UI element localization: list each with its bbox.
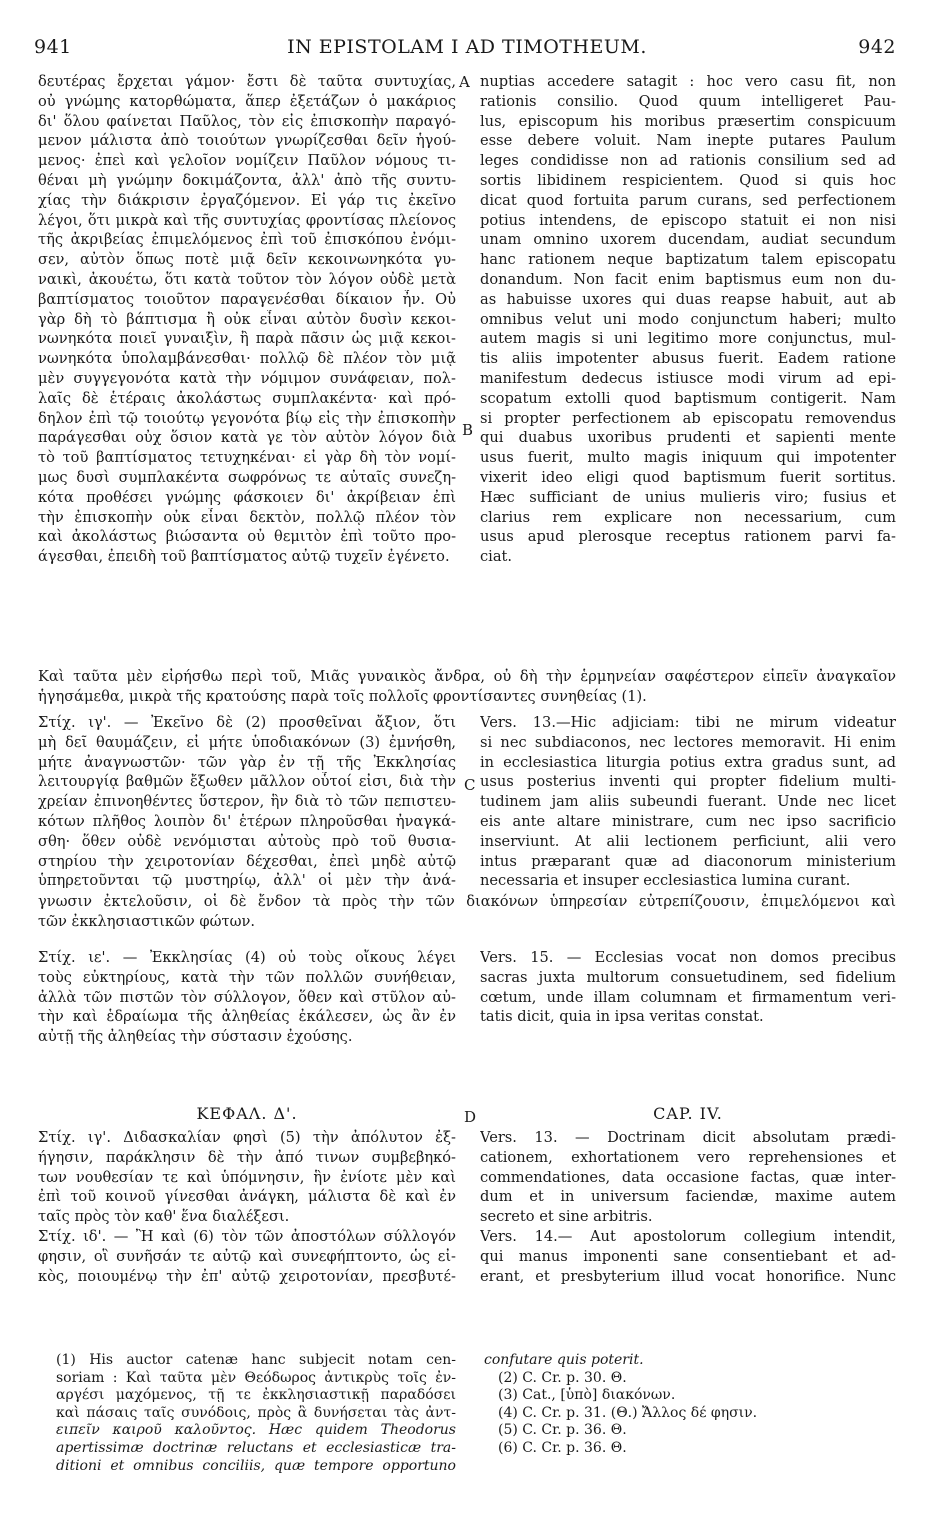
latin-line: Vers. 13. — Doctrinam dicit absolutam prædi- [480,1129,896,1146]
footnote-line: (4) C. Cr. p. 31. (Θ.) Ἄλλος δέ φησιν. [498,1404,758,1421]
greek-line: καὶ ἀκολάστως βιώσαντα οὐ θεμιτὸν ἐπὶ τοῦτο προ- [38,528,456,546]
latin-line: potius intendens, de episcopo statuit ei non nisi [480,211,896,229]
greek-column-block-3 [38,948,456,1047]
footnote-line: αργέσι μαχόμενος, τῇ τε ἐκκλησιαστικῇ παραδόσει [56,1387,456,1404]
greek-line: λαῖς δὲ ἑτέραις ἀκολάστως συμπλακέντα· καὶ πρό- [38,389,456,407]
latin-column-block-2 [480,713,896,891]
latin-line: commendationes, data occasione factas, quæ inter- [480,1168,896,1186]
latin-line: qui manus imponenti sane consentiebant et ad- [480,1247,896,1265]
greek-line: φησιν, οἳ συνῆσάν τε αὐτῷ καὶ συνεφήπτοντο, ὡς εἰ- [38,1247,456,1265]
marker-d: D [464,1108,477,1126]
greek-line: δευτέρας ἔρχεται γάμον· ἔστι δὲ ταῦτα συντυχίας, [38,73,456,90]
latin-line: inserviunt. At alii lectionem perficiunt, alii vero [480,832,896,850]
latin-line: Vers. 13.—Hic adjiciam: tibi ne mirum videatur [480,714,896,731]
footnote-right [484,1352,884,1458]
greek-line: μὲν συγγεγονότα κατὰ τὴν νόμιμον συνάφειαν, πολ- [38,369,456,387]
footnote-line: ειπεῖν καιροῦ καλοῦντος. Hæc quidem Theodorus [56,1422,456,1439]
greek-line: Στίχ. ιε'. — Ἐκκλησίας (4) οὐ τοὺς οἴκους λέγει [38,949,456,966]
greek-line: ἐπὶ τοῦ κοινοῦ γίνεσθαι ἀνάγκη, μάλιστα δὲ καὶ ἐν [38,1188,456,1206]
latin-line: unam omnino uxorem ducendam, audiat secundum [480,231,896,249]
full-width-paragraph-1 [38,667,896,707]
greek-line: αὐτῇ τῆς ἀληθείας τὴν σύστασιν ἐχούσης. [38,1028,353,1046]
latin-line: nuptias accedere satagit : hoc vero casu fit, non [480,73,896,90]
footnote-line: ditioni et omnibus conciliis, quæ tempore opportuno [56,1457,456,1474]
latin-line: intus præparant quæ ad diaconorum ministerium [480,852,896,870]
footnote-line: (6) C. Cr. p. 36. Θ. [498,1439,627,1456]
greek-line: παράγεσθαι οὐχ ὅσιον κατὰ γε τὸν αὐτὸν λόγον διὰ [38,429,456,447]
greek-line: βαπτίσματος τοιοῦτον παραγενέσθαι δίκαιον ἦν. Οὐ [38,290,456,308]
latin-column-block-4 [480,1128,896,1286]
latin-line: rationis consilio. Quod quum intelligeret Pau- [480,92,896,110]
greek-line: μὴ δεῖ θαυμάζειν, εἰ μήτε ὑποδιακόνων (3) ἐμνήσθη, [38,733,456,751]
latin-line: lus, episcopum his moribus præsertim conspicuum [480,112,896,130]
latin-line: omnibus velut uni modo conjunctum haberi; multo [480,310,896,328]
latin-line: sortis libidinem respicientem. Quod si quis hoc [480,171,896,189]
latin-line: vixerit ideo eligi quod baptismum fuerit sortitus. [480,468,896,486]
greek-line: τὴν ἐπισκοπὴν οὐκ εἶναι δεκτὸν, πολλῷ πλέον τὸν [38,508,456,526]
latin-chapter-heading: CAP. IV. [653,1104,723,1123]
greek-line: άγεσθαι, ἐπειδὴ τοῦ βαπτίσματος αὐτῷ τυχεῖν ἐγένετο. [38,548,450,566]
greek-line: μήτε ἀναγνωστῶν· τῶν γὰρ ἐν τῇ τῆς Ἐκκλησίας [38,753,456,771]
page-number-right: 942 [858,36,896,58]
latin-line: Vers. 14.— Aut apostolorum collegium intendit, [480,1227,896,1245]
latin-line: eis ante altare ministrare, cum nec ipso sacrificio [480,812,896,830]
full-line: τῶν ἐκκλησιαστικῶν φώτων. [38,912,255,930]
greek-line: κὸς, ποιουμένῳ τὴν ἐπ' αὐτῷ χειροτονίαν, πρεσβυτέ- [38,1267,456,1285]
full-width-paragraph-2 [38,892,896,932]
greek-line: τοὺς εὐκτηρίους, κατὰ τὴν τῶν πολλῶν συνήθειαν, [38,968,456,986]
latin-line: tatis dicit, quia in ipsa veritas constat. [480,1008,764,1026]
greek-line: τῆς ἀκριβείας ἐπιμελόμενος ἐπὶ τοῦ ἐπισκόπου ἐνόμι- [38,231,456,249]
footnote-line: (1) His auctor catenæ hanc subjecit notam cen- [56,1352,456,1368]
greek-line: λέγοι, ὅτι μικρὰ καὶ τῆς συντυχίας φροντίσας πλείονος [38,211,456,229]
greek-line: ὑπηρετοῦνται τῷ μυστηρίῳ, ἀλλ' οἱ μὲν τὴν ἀνά- [38,872,456,890]
latin-line: usus posterius inventi qui propter fidelium multi- [480,773,896,791]
full-line: γνωσιν ἐκτελοῦσιν, οἱ δὲ ἔνδον τὰ πρὸς τὴν τῶν διακόνων ὑπηρεσίαν εὐτρεπίζουσιν, ἐπιμελόμενοι καὶ [38,893,896,910]
greek-line: γὰρ δὴ τὸ βάπτισμα ἢ οὐκ εἶναι αὐτὸν δυσὶν κεκοι- [38,310,456,328]
greek-line: ναικὶ, ἀκουέτω, ὅτι κατὰ τοῦτον τὸν λόγον οὐδὲ μετὰ [38,270,456,288]
footnote-line: (5) C. Cr. p. 36. Θ. [498,1422,627,1439]
latin-line: clarius rem explicare non necessarium, cum [480,508,896,526]
footnote-line: (2) C. Cr. p. 30. Θ. [498,1369,627,1386]
greek-line: νωνηκότα ὑπολαμβάνεσθαι· πολλῷ δὲ πλέον τὸν μιᾷ [38,350,456,368]
footnote-line: soriam : Καὶ ταῦτα μὲν Θεόδωρος ἀντικρὺς τοῖς ἐν- [56,1369,456,1386]
greek-column-block-1 [38,72,456,567]
greek-line: θέναι μὴ γνώμην δοκιμάζοντα, ἀλλ' ἀπὸ τῆς συντυ- [38,171,456,189]
greek-line: δι' ὅλου φαίνεται Παῦλος, τὸν εἰς ἐπισκοπὴν παραγό- [38,112,456,130]
greek-line: μως δυσὶ συμπλακέντα σωφρόνως τε αὐταῖς συνεζη- [38,468,456,486]
greek-line: χίας τὴν διάκρισιν ἐργαζόμενον. Εἰ γάρ τις ἐκεῖνο [38,191,456,209]
latin-line: esse debere voluit. Nam inepte putares Paulum [480,132,896,150]
full-line: Καὶ ταῦτα μὲν εἰρήσθω περὶ τοῦ, Μιᾶς γυναικὸς ἄνδρα, οὐ δὴ τὴν ἑρμηνείαν σαφέστερον εἰπεῖν ἀναγκαῖον [38,668,896,685]
greek-line: οὐ γνώμης κατορθώματα, ἅπερ ἐξετάζων ὁ μακάριος [38,92,456,110]
footnote-line: καὶ πάσαις ταῖς συνόδοις, πρὸς ἃ δυνήσεται τὰς ἀντ- [56,1404,456,1421]
greek-line: τὸ τοῦ βαπτίσματος τετυχηκέναι· εἰ γὰρ δὴ τὸν νομί- [38,449,456,467]
marker-a: A [459,73,470,91]
latin-line: qui duabus uxoribus prudenti et sapienti mente [480,429,896,447]
latin-line: hanc rationem neque baptizatum talem episcopatu [480,251,896,269]
greek-line: στηρίου τὴν χειροτονίαν δέχεσθαι, ἐπεὶ μηδὲ αὐτῷ [38,852,456,870]
latin-column-block-1 [480,72,896,567]
latin-line: si nec subdiaconos, nec lectores memoravit. Hi enim [480,733,896,751]
greek-line: σθη· ὅθεν οὐδὲ νενόμισται αὐτοὺς πρὸ τοῦ θυσια- [38,832,456,850]
latin-line: Hæc sufficiant de unius mulieris viro; fusius et [480,488,896,506]
footnote-left [56,1352,456,1475]
full-line: ἡγησάμεθα, μικρὰ τῆς κρατούσης παρὰ τοῖς πολλοῖς φροντίσαντες συνηθείας (1). [38,687,647,705]
latin-line: manifestum dedecus istiusce modi virum ad epi- [480,369,896,387]
greek-column-block-4 [38,1128,456,1286]
greek-line: τὴν καὶ ἑδραίωμα τῆς ἀληθείας ἐκάλεσεν, ὡς ἂν ἐν [38,1008,456,1026]
latin-line: dicat quod fortuita parum curans, sed perfectionem [480,191,896,209]
latin-line: secreto et sine arbitris. [480,1208,653,1226]
latin-line: sacras juxta multorum consuetudinem, sed fidelium [480,968,896,986]
latin-line: si propter perfectionem ab episcopatu removendus [480,409,896,427]
latin-column-block-3 [480,948,896,1027]
greek-line: κότα προθέσει γνώμης φάσκοιεν δι' ἀκρίβειαν ἐπὶ [38,488,456,506]
footnote-line: confutare quis poterit. [484,1352,644,1368]
greek-line: Στίχ. ιδ'. — Ἢ καὶ (6) τὸν τῶν ἀποστόλων σύλλογόν [38,1227,456,1245]
latin-line: usus apud plerosque receptus rationem parvi fa- [480,528,896,546]
marker-c: C [464,776,476,794]
latin-line: scopatum extolli quod baptismum contigerit. Nam [480,389,896,407]
latin-line: dum et in universum faciendæ, maxime autem [480,1188,896,1206]
greek-line: ἀλλὰ τῶν πιστῶν τὸν σύλλογον, ὅθεν καὶ στῦλον αὐ- [38,988,456,1006]
latin-line: necessaria et insuper ecclesiastica lumina curant. [480,872,851,890]
latin-line: cationem, exhortationem vero reprehensiones et [480,1148,896,1166]
latin-line: erant, et presbyterium illud vocat honorifice. Nunc [480,1267,896,1285]
footnote-line: (3) Cat., [ὑπὸ] διακόνων. [498,1387,676,1404]
page-number-left: 941 [34,36,72,58]
latin-line: autem magis si uni legitimo more conjunctus, mul- [480,330,896,348]
greek-line: Στίχ. ιγ'. — Ἐκεῖνο δὲ (2) προσθεῖναι ἄξιον, ὅτι [38,714,456,731]
latin-line: leges condidisse non ad rationis consilium sed ad [480,152,896,170]
running-title: IN EPISTOLAM I AD TIMOTHEUM. [287,36,647,58]
greek-line: μενος· ἐπεὶ καὶ γελοῖον νομίζειν Παῦλον νόμους τι- [38,152,456,170]
latin-line: in ecclesiastica liturgia potius extra gradus sunt, ad [480,753,896,771]
greek-line: λειτουργίᾳ βαθμῶν ἔξωθεν μᾶλλον οὗτοί εἰσι, διὰ τὴν [38,773,456,791]
greek-line: χρείαν ἐπινοηθέντες ὕστερον, ἣν διὰ τὸ τῶν πεπιστευ- [38,793,456,811]
marker-b: B [462,421,474,439]
greek-line: των νουθεσίαν τε καὶ ὑπόμνησιν, ἣν ἐνίοτε μὲν καὶ [38,1168,456,1186]
latin-line: ciat. [480,548,513,566]
greek-line: ταῖς πρὸς τὸν καθ' ἕνα διαλέξεσι. [38,1208,290,1226]
latin-line: tudinem jam aliis subeundi fuerant. Unde nec licet [480,793,896,811]
greek-column-block-2 [38,713,456,891]
greek-line: κότων πλῆθος λοιπὸν δι' ἑτέρων πληροῦσθαι ἠναγκά- [38,812,456,830]
latin-line: usus fuerit, multo magis iniquum qui impotenter [480,449,896,467]
greek-chapter-heading: ΚΕΦΑΛ. Δ'. [196,1104,298,1123]
greek-line: ήγησιν, παράκλησιν δὲ τὴν ἀπό τινων συμβεβηκό- [38,1148,456,1166]
latin-line: cœtum, unde illam columnam et firmamentum veri- [480,988,896,1006]
latin-line: as habuisse uxores qui duas reapse habuit, aut ab [480,290,896,308]
greek-line: νωνηκότα ποιεῖ γυναιξὶν, ἢ παρὰ πᾶσιν ὡς μιᾷ κεκοι- [38,330,456,348]
footnote-line: apertissimæ doctrinæ reluctans et ecclesiasticæ tra- [56,1439,456,1456]
latin-line: donandum. Non facit enim baptismus eum non du- [480,270,896,288]
greek-line: Στίχ. ιγ'. Διδασκαλίαν φησὶ (5) τὴν ἀπόλυτον ἐξ- [38,1129,456,1146]
greek-line: μενον μάλιστα ἀπὸ τοιούτων γνωρίζεσθαι δεῖν ἡγού- [38,132,456,150]
greek-line: σεν, αὐτὸν ὅπως ποτὲ μιᾷ δεῖν κεκοινωνηκότα γυ- [38,251,456,269]
latin-line: Vers. 15. — Ecclesias vocat non domos precibus [480,949,896,966]
greek-line: δηλον ἐπὶ τῷ τοιούτῳ γεγονότα βίῳ εἰς τὴν ἐπισκοπὴν [38,409,456,427]
latin-line: tis aliis impotenter abusus fuerit. Eadem ratione [480,350,896,368]
